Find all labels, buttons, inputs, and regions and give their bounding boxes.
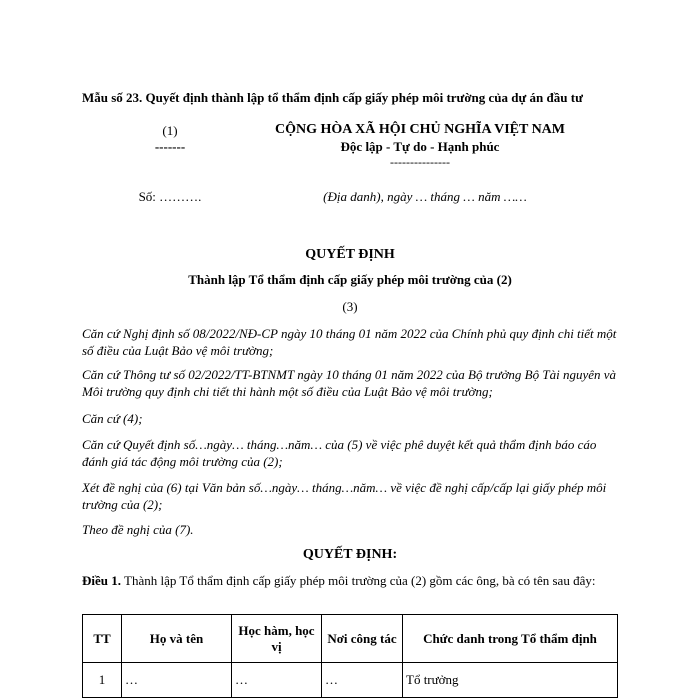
decision-authority-ref: (3)	[342, 299, 358, 314]
article-1	[82, 572, 622, 589]
issuing-agency-ref: (1)	[162, 123, 178, 138]
table-row	[83, 663, 618, 698]
national-motto: Độc lập - Tự do - Hạnh phúc	[340, 139, 500, 154]
committee-members-table	[82, 614, 618, 698]
decision-subtitle: Thành lập Tổ thẩm định cấp giấy phép môi trường của (2)	[188, 272, 512, 287]
cell-role: Tổ trưởng	[403, 663, 618, 698]
col-header-degree: Học hàm, học vị	[232, 615, 322, 663]
preamble-request: Xét đề nghị của (6) tại Văn bản số…ngày… tháng…năm… về việc đề nghị cấp/cấp lại giấy phép môi trường của (2);	[82, 480, 607, 512]
preamble-eia-approval: Căn cứ Quyết định số…ngày… tháng…năm… của (5) về việc phê duyệt kết quả thẩm định báo cáo đánh giá tác động môi trường của (2);	[82, 437, 597, 469]
cell-workplace: …	[322, 663, 403, 698]
col-header-workplace: Nơi công tác	[322, 615, 403, 663]
preamble-decree: Căn cứ Nghị định số 08/2022/NĐ-CP ngày 10 tháng 01 năm 2022 của Chính phủ quy định chi tiết một số điều của Luật Bảo vệ môi trường;	[82, 326, 617, 358]
preamble-proposal: Theo đề nghị của (7).	[82, 522, 194, 537]
article-1-text: Thành lập Tổ thẩm định cấp giấy phép môi trường của (2) gồm các ông, bà có tên sau đây:	[121, 573, 596, 588]
table-header-row	[83, 615, 618, 663]
country-name: CỘNG HÒA XÃ HỘI CHỦ NGHĨA VIỆT NAM	[274, 122, 565, 137]
col-header-name: Họ và tên	[122, 615, 232, 663]
preamble-circular: Căn cứ Thông tư số 02/2022/TT-BTNMT ngày 10 tháng 01 năm 2022 của Bộ trưởng Bộ Tài nguyên và Môi trường quy định chi tiết thi hành một số điều của Luật Bảo vệ môi trường;	[82, 367, 617, 399]
col-header-index: TT	[83, 615, 122, 663]
preamble-basis: Căn cứ (4);	[82, 411, 143, 426]
place-and-date: (Địa danh), ngày … tháng … năm ……	[323, 189, 527, 204]
agency-divider: -------	[154, 139, 186, 154]
col-header-role: Chức danh trong Tổ thẩm định	[403, 615, 618, 663]
cell-degree: …	[232, 663, 322, 698]
cell-index: 1	[83, 663, 122, 698]
document-number: Số: ……….	[138, 189, 202, 204]
article-1-label: Điều 1.	[82, 573, 121, 588]
decision-heading: QUYẾT ĐỊNH:	[302, 547, 398, 562]
cell-name: …	[122, 663, 232, 698]
decision-title: QUYẾT ĐỊNH	[305, 247, 395, 262]
form-title: Mẫu số 23. Quyết định thành lập tổ thẩm định cấp giấy phép môi trường của dự án đầu tư	[82, 90, 583, 105]
motto-divider: ---------------	[390, 155, 450, 169]
